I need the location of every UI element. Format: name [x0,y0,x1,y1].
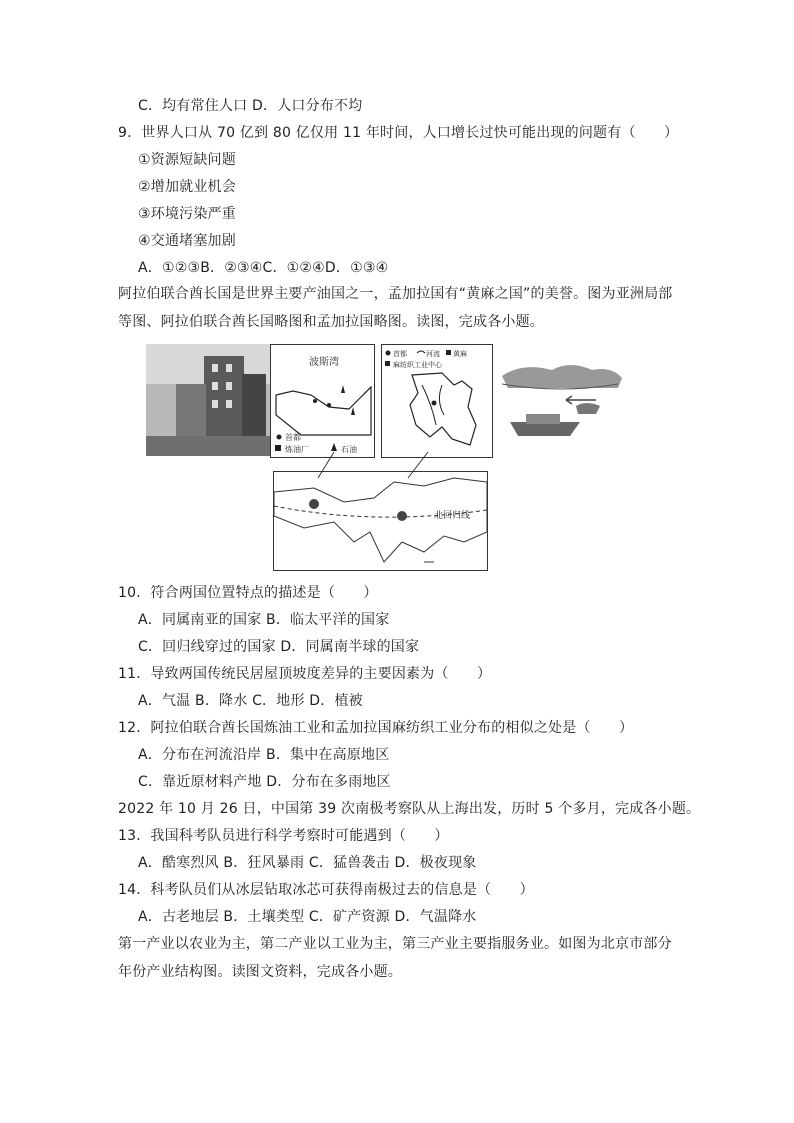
svg-text:麻纺织工业中心: 麻纺织工业中心 [393,361,442,369]
question-12: 12．阿拉伯联合酋长国炼油工业和孟加拉国麻纺织工业分布的相似之处是（ ） [118,720,634,736]
bangladesh-map [381,344,493,458]
q9-item-3: ③环境污染严重 [138,206,236,222]
q9-item-4: ④交通堵塞加剧 [138,233,236,249]
intro-beijing-industry: 第一产业以农业为主，第二产业以工业为主，第三产业主要指服务业。如图为北京市部分年份产业结构图。读图文资料，完成各小题。 [118,936,672,980]
tropic-label: 北回归线 [434,511,471,521]
desert-city-photo [146,344,270,456]
q14-options: A．古老地层 B．土壤类型 C．矿产资源 D．气温降水 [138,909,477,925]
gulf-label: 波斯湾 [309,357,339,368]
q13-options: A．酷寒烈风 B．狂风暴雨 C．猛兽袭击 D．极夜现象 [138,855,477,871]
svg-text:石油: 石油 [341,445,357,454]
q10-options-ab: A．同属南亚的国家 B．临太平洋的国家 [138,612,390,628]
boats-illustration [496,356,628,456]
q12-options-ab: A．分布在河流沿岸 B．集中在高原地区 [138,747,390,763]
q11-options: A．气温 B．降水 C．地形 D．植被 [138,693,363,709]
question-11: 11．导致两国传统民居屋顶坡度差异的主要因素为（ ） [118,666,492,682]
q12-options-cd: C．靠近原材料产地 D．分布在多雨地区 [138,774,391,790]
q9-item-1: ①资源短缺问题 [138,152,236,168]
svg-text:河流: 河流 [426,350,440,358]
intro-uae-bangladesh: 阿拉伯联合酋长国是世界主要产油国之一，孟加拉国有“黄麻之国”的美誉。图为亚洲局部等图、阿拉伯联合酋长国略图和孟加拉国略图。读图，完成各小题。 [118,286,673,330]
question-13: 13．我国科考队员进行科学考察时可能遇到（ ） [118,828,449,844]
asia-region-map [273,471,488,571]
uae-map [270,344,375,458]
svg-text:黄麻: 黄麻 [453,350,467,358]
intro-antarctic: 2022 年 10 月 26 日，中国第 39 次南极考察队从上海出发，历时 5 个多月，完成各小题。 [118,801,701,817]
question-14: 14．科考队员们从冰层钻取冰芯可获得南极过去的信息是（ ） [118,882,534,898]
question-10: 10．符合两国位置特点的描述是（ ） [118,585,378,601]
q9-item-2: ②增加就业机会 [138,179,236,195]
connector-lines [296,452,466,482]
q10-options-cd: C．回归线穿过的国家 D．同属南半球的国家 [138,639,420,655]
q9-options: A．①②③B．②③④C．①②④D．①③④ [138,260,389,276]
q8-options-cd: C．均有常住人口 D．人口分布不均 [138,98,363,114]
svg-text:首都: 首都 [285,433,301,442]
question-9: 9．世界人口从 70 亿到 80 亿仅用 11 年时间，人口增长过快可能出现的问题有（ ） [118,125,679,141]
svg-text:炼油厂: 炼油厂 [285,445,309,454]
svg-text:首都: 首都 [393,350,407,358]
